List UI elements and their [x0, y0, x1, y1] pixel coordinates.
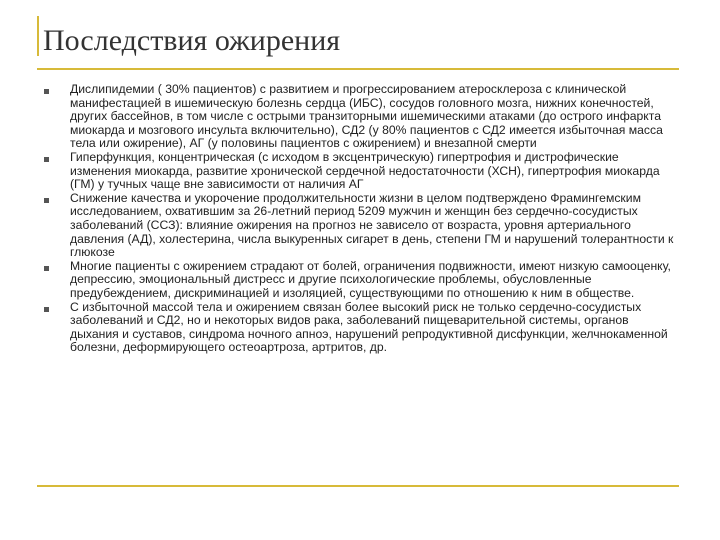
bullet-item — [44, 260, 680, 301]
bullet-text: Многие пациенты с ожирением страдают от болей, ограничения подвижности, имеют низкую самооценку, депрессию, эмоциональный дистресс и другие психологические проблемы, обусловленные предубеждением, дискриминацией и изоляцией, существующими по отношению к ним в обществе. — [70, 258, 671, 300]
square-bullet-icon — [44, 266, 49, 271]
square-bullet-icon — [44, 307, 49, 312]
slide-title: Последствия ожирения — [43, 24, 341, 57]
left-accent-line — [37, 16, 39, 56]
bullet-item — [44, 301, 680, 355]
bottom-rule — [37, 485, 679, 487]
square-bullet-icon — [44, 157, 49, 162]
bullet-text: Гиперфункция, концентрическая (с исходом в эксцентрическую) гипертрофия и дистрофические изменения миокарда, развитие хронической сердечной недостаточности (ХСН), гипертрофия миокарда (ГМ) у тучных чаще вне зависимости от наличия АГ — [70, 149, 660, 192]
bullet-item — [44, 83, 680, 151]
square-bullet-icon — [44, 198, 49, 203]
bullet-text: Дислипидемии ( 30% пациентов) с развитием и прогрессированием атеросклероза с клинической манифестацией в ишемическую болезнь сердца (ИБС), сосудов головного мозга, нижних конечностей, других бассейнов, в том числе с острыми транзиторными ишемическими атаками (до острого инфаркта миокарда и мозгового инсульта включительно), СД2 (у 80% пациентов с СД2 имеется избыточная масса тела или ожирение), АГ (у половины пациентов с ожирением) и внезапной смерти — [70, 82, 663, 151]
bullet-item — [44, 192, 680, 260]
bullet-text: Снижение качества и укорочение продолжительности жизни в целом подтверждено Фрамингемским исследованием, охватившим за 26-летний период 5209 мужчин и женщин без сердечно-сосудистых заболеваний (ССЗ): влияние ожирения на прогноз не зависело от возраста, уровня артериального давления (АД), холестерина, числа выкуренных сигарет в день, степени ГМ и нарушений толерантности к глюкозе — [70, 190, 674, 260]
title-underline — [37, 68, 679, 70]
bullet-text: С избыточной массой тела и ожирением связан более высокий риск не только сердечно-сосудистых заболеваний и СД2, но и некоторых видов рака, заболеваний пищеварительной системы, органов дыхания и суставов, синдрома ночного апноэ, нарушений репродуктивной дисфункции, желчнокаменной болезни, деформирующего остеоартроза, артритов, др. — [70, 299, 668, 355]
bullet-list — [44, 83, 680, 355]
square-bullet-icon — [44, 89, 49, 94]
bullet-item — [44, 151, 680, 192]
